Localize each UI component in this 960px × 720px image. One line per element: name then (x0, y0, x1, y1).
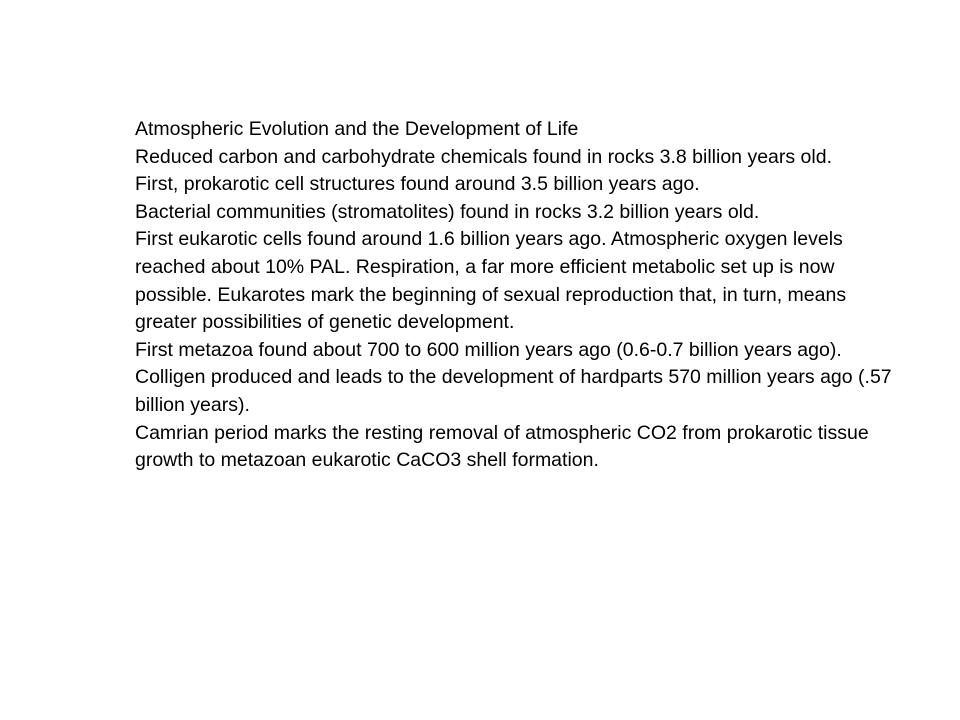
paragraph-eukaryotic-cells: First eukarotic cells found around 1.6 billion years ago. Atmospheric oxygen levels reached about 10% PAL. Respiration, a far more efficient metabolic set up is now possible. Eukarotes mark the beginning of sexual reproduction that, in turn, means greater possibilities of genetic development. (135, 228, 847, 334)
paragraph-cambrian-period: Camrian period marks the resting removal of atmospheric CO2 from prokarotic tissue growth to metazoan eukarotic CaCO3 shell formation. (135, 421, 869, 472)
paragraph-prokaryotic-cells: First, prokarotic cell structures found around 3.5 billion years ago. (135, 173, 700, 196)
slide-text-block (135, 116, 905, 475)
paragraph-stromatolites: Bacterial communities (stromatolites) found in rocks 3.2 billion years old. (135, 200, 760, 223)
slide-title: Atmospheric Evolution and the Development of Life (135, 118, 579, 140)
paragraph-metazoa: First metazoa found about 700 to 600 million years ago (0.6-0.7 billion years ago). Colligen produced and leads to the development of hardparts 570 million years ago (.57 billion years). (135, 338, 892, 416)
paragraph-reduced-carbon: Reduced carbon and carbohydrate chemicals found in rocks 3.8 billion years old. (135, 145, 832, 168)
